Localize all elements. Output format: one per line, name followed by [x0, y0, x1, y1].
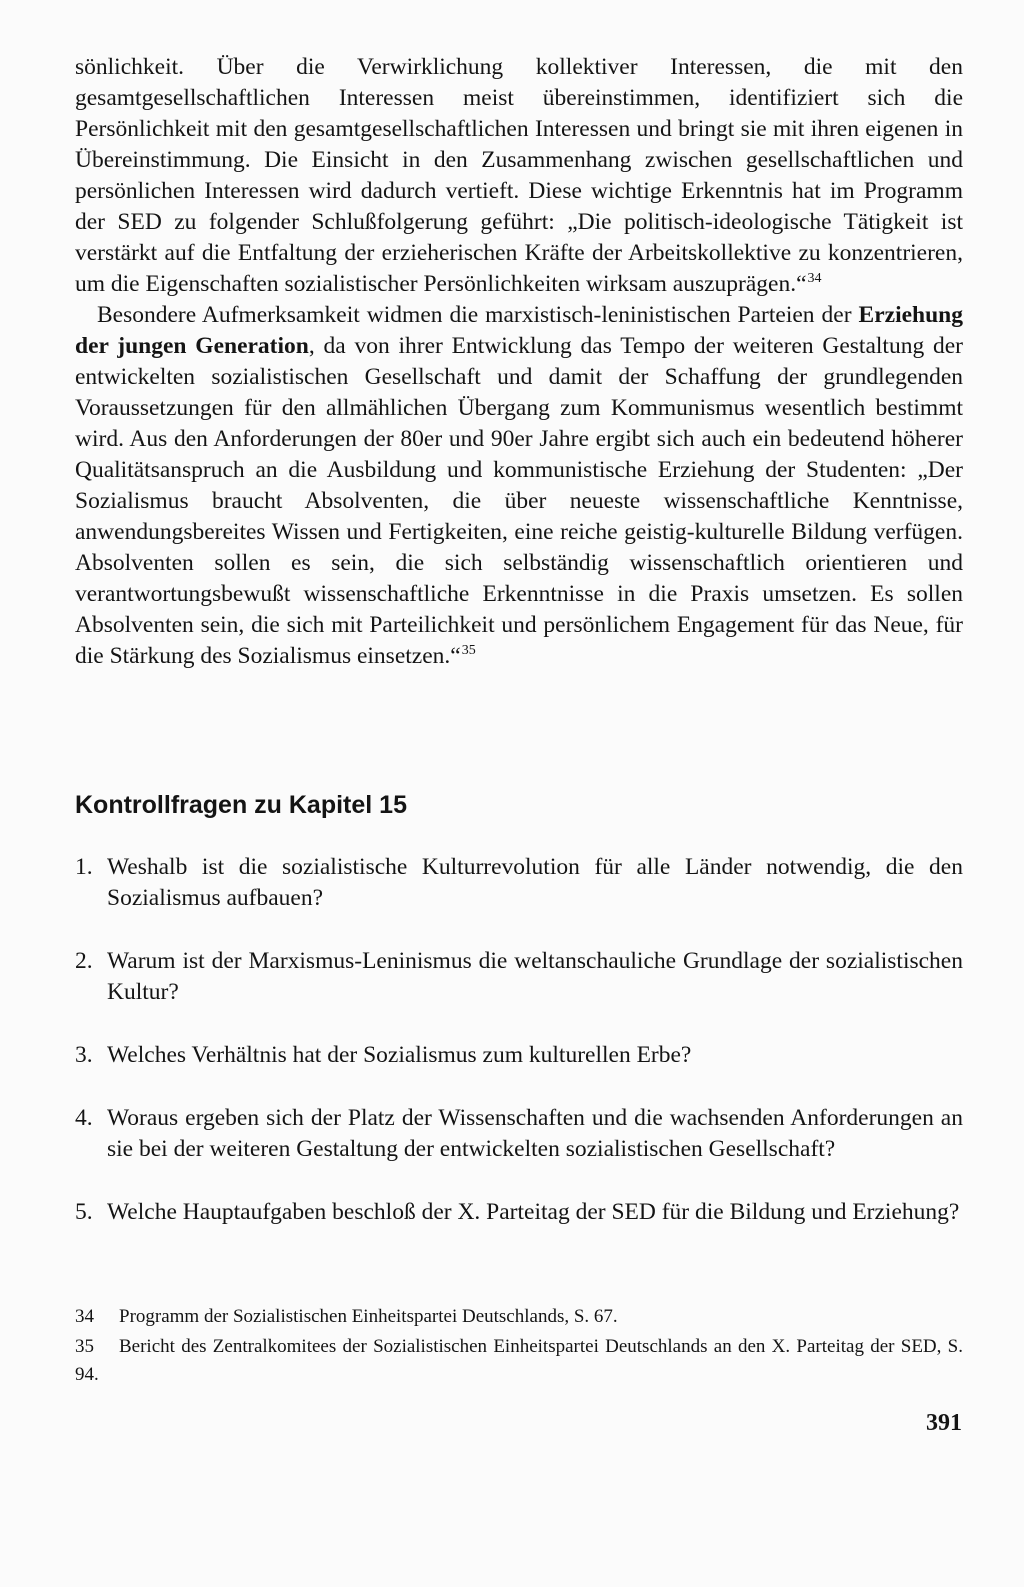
section-heading: Kontrollfragen zu Kapitel 15	[75, 791, 407, 819]
body-text	[75, 52, 963, 672]
question-text: Welche Hauptaufgaben beschloß der X. Parteitag der SED für die Bildung und Erziehung?	[107, 1199, 960, 1225]
question-text: Woraus ergeben sich der Platz der Wissenschaften und die wachsenden Anforderungen an sie bei der weiteren Gestaltung der entwickelten sozialistischen Gesellschaft?	[107, 1105, 963, 1162]
footnote-34	[75, 1303, 963, 1331]
question-number: 2.	[75, 948, 93, 974]
control-questions-list	[75, 852, 963, 1260]
question-number: 3.	[75, 1042, 93, 1068]
question-number: 5.	[75, 1199, 93, 1225]
footnote-text: Programm der Sozialistischen Einheitspartei Deutschlands, S. 67.	[119, 1306, 618, 1327]
question-item	[75, 946, 963, 1008]
question-text: Weshalb ist die sozialistische Kulturrevolution für alle Länder notwendig, die den Sozialismus aufbauen?	[107, 854, 963, 911]
question-number: 1.	[75, 854, 93, 880]
footnote-text: Bericht des Zentralkomitees der Sozialistischen Einheitspartei Deutschlands an den X. Parteitag der SED, S. 94.	[75, 1336, 963, 1385]
paragraph-1	[75, 52, 963, 300]
question-item	[75, 852, 963, 914]
footnote-35	[75, 1333, 963, 1389]
footnote-number: 34	[75, 1306, 94, 1327]
question-item	[75, 1103, 963, 1165]
question-item	[75, 1040, 963, 1071]
footnote-ref-35[interactable]: 35	[461, 643, 476, 659]
question-item	[75, 1197, 963, 1228]
paragraph-2-rest: , da von ihrer Entwicklung das Tempo der weiteren Gestaltung der entwickelten sozialistischen Gesellschaft und damit der Schaffung der grundlegenden Voraussetzungen für den allmählichen Übergang zum Kommunismus wesentlich bestimmt wird. Aus den Anforderungen der 80er und 90er Jahre ergibt sich auch ein bedeutend höherer Qualitätsanspruch an die Ausbildung und kommunistische Erziehung der Studenten: „Der Sozialismus braucht Absolventen, die über neueste wissenschaftliche Kenntnisse, anwendungsbereites Wissen und Fertigkeiten, eine reiche geistig-kulturelle Bildung verfügen. Absolventen sollen es sein, die sich selbständig wissenschaftlich orientieren und verantwortungsbewußt wissenschaftliche Erkenntnisse in die Praxis umsetzen. Es sollen Absolventen sein, die sich mit Parteilichkeit und persönlichem Engagement für das Neue, für die Stärkung des Sozialismus einsetzen.“	[75, 333, 963, 669]
footnote-number: 35	[75, 1336, 94, 1357]
page-number: 391	[926, 1410, 962, 1436]
emphasis-young-generation: Erziehung der jungen Generation	[75, 302, 963, 359]
footnote-ref-34[interactable]: 34	[807, 271, 822, 287]
question-text: Warum ist der Marxismus-Leninismus die weltanschauliche Grundlage der sozialistischen Kultur?	[107, 948, 963, 1005]
paragraph-1-text: sönlichkeit. Über die Verwirklichung kollektiver Interessen, die mit den gesamtgesellschaftlichen Interessen meist übereinstimmen, identifiziert sich die Persönlichkeit mit den gesamtgesellschaftlichen Interessen und bringt sie mit ihren eigenen in Übereinstimmung. Die Einsicht in den Zusammenhang zwischen gesellschaftlichen und persönlichen Interessen wird dadurch vertieft. Diese wichtige Erkenntnis hat im Programm der SED zu folgender Schlußfolgerung geführt: „Die politisch-ideologische Tätigkeit ist verstärkt auf die Entfaltung der erzieherischen Kräfte der Arbeitskollektive zu konzentrieren, um die Eigenschaften sozialistischer Persönlichkeiten wirksam auszuprägen.“	[75, 54, 963, 297]
question-number: 4.	[75, 1105, 93, 1131]
question-text: Welches Verhältnis hat der Sozialismus zum kulturellen Erbe?	[107, 1042, 692, 1068]
paragraph-2-lead: Besondere Aufmerksamkeit widmen die marxistisch-leninistischen Parteien der	[97, 302, 859, 328]
paragraph-2	[75, 300, 963, 672]
footnotes	[75, 1303, 963, 1391]
